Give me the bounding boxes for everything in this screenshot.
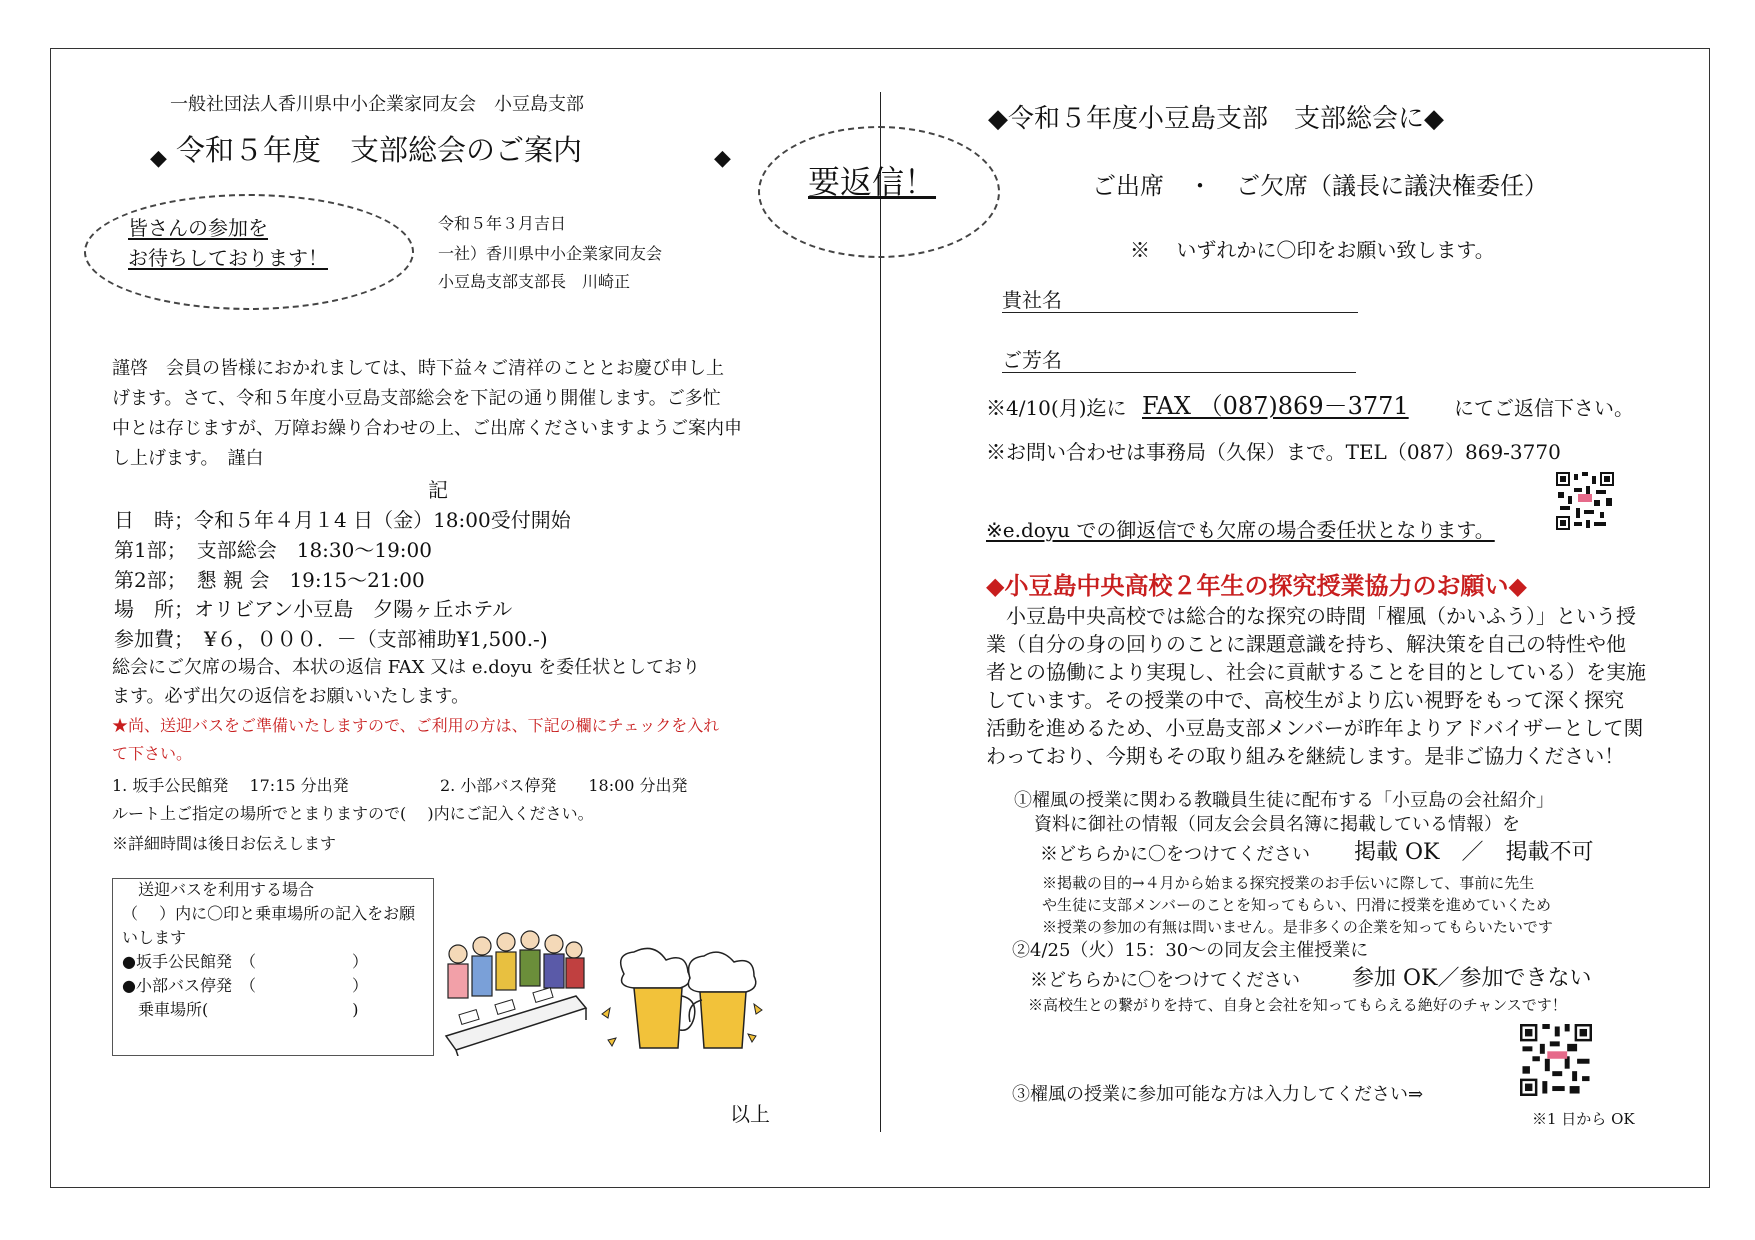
item2-line-1: ②4/25（火）15：30～の同友会主催授業に: [1012, 940, 1369, 961]
proxy-note-2: ます。必ず出欠の返信をお願いいたします。: [112, 686, 470, 707]
attendance-choice-note: ※ いずれかに〇印をお願い致します。: [1130, 238, 1495, 262]
bus-box-instruction-2: いします: [122, 928, 187, 947]
class-signup-qr-code-icon[interactable]: [1520, 1024, 1592, 1096]
body-line-1: 謹啓 会員の皆様におかれましては、時下益々ご清祥のこととお慶び申し上: [112, 358, 724, 379]
cooperation-body-5: 活動を進めるため、小豆島支部メンバーが昨年よりアドバイザーとして関: [986, 716, 1644, 740]
attendee-name-label: ご芳名: [1002, 348, 1062, 372]
edoyu-qr-code-icon[interactable]: [1556, 472, 1614, 530]
ki-heading: 記: [428, 478, 448, 502]
item1-note-2: や生徒に支部メンバーのことを知ってもらい、円滑に授業を進めていくため: [1042, 896, 1551, 914]
sender-organization: 一社）香川県中小企業家同友会: [438, 244, 663, 263]
fax-deadline-prefix: ※4/10(月)迄に: [986, 396, 1127, 420]
cooperation-body-2: 業（自分の身の回りのことに課題意識を持ち、解決策を自己の特性や他: [986, 632, 1626, 656]
item1-line-2: 資料に御社の情報（同友会会員名簿に掲載している情報）を: [1034, 814, 1520, 835]
reply-required-label: 要返信！: [808, 163, 937, 201]
item2-attendance-options[interactable]: 参加 OK／参加できない: [1352, 966, 1592, 991]
item1-listing-options[interactable]: 掲載 OK ／ 掲載不可: [1354, 840, 1594, 865]
beer-toast-illustration: [594, 944, 770, 1054]
bus-box-instruction-1: （ ）内に〇印と乗車場所の記入をお願: [122, 904, 416, 923]
attendee-name-field[interactable]: [1002, 372, 1356, 373]
item3-instruction: ③櫂風の授業に参加可能な方は入力してください⇒: [1012, 1084, 1424, 1105]
item1-note-1: ※掲載の目的→４月から始まる探究授業のお手伝いに際して、事前に先生: [1042, 874, 1535, 892]
bus-option-kobe[interactable]: ●小部バス停発 （ ）: [122, 976, 368, 995]
company-name-label: 貴社名: [1002, 288, 1062, 312]
detail-time-note: ※詳細時間は後日お伝えします: [112, 834, 337, 853]
company-name-field[interactable]: [1002, 312, 1358, 313]
bus-option-boarding[interactable]: 乗車場所( ): [122, 1000, 359, 1019]
reply-heading: ◆令和５年度小豆島支部 支部総会に◆: [988, 104, 1444, 134]
proxy-note-1: 総会にご欠席の場合、本状の返信 FAX 又は e.doyu を委任状としており: [112, 657, 701, 678]
body-line-2: げます。さて、令和５年度小豆島支部総会を下記の通り開催します。ご多忙: [112, 388, 721, 409]
issue-date: 令和５年３月吉日: [438, 214, 567, 233]
closing-ijou: 以上: [730, 1102, 770, 1126]
detail-part2: 第2部； 懇 親 会 19:15～21:00: [114, 568, 425, 592]
bus-option-sakate[interactable]: ●坂手公民館発 （ ）: [122, 952, 368, 971]
bus-stop-1: 1. 坂手公民館発 17:15 分出発: [112, 776, 349, 795]
body-line-4: し上げます。 謹白: [112, 448, 264, 469]
inquiry-contact: ※お問い合わせは事務局（久保）まで。TEL（087）869-3770: [986, 440, 1561, 464]
item2-choose-note: ※どちらかに〇をつけてください: [1030, 970, 1300, 991]
fax-number: FAX （087)869－3771: [1142, 392, 1409, 420]
fax-deadline-suffix: にてご返信下さい。: [1454, 396, 1634, 420]
item1-note-3: ※授業の参加の有無は問いません。是非多くの企業を知ってもらいたいです: [1042, 918, 1553, 936]
cooperation-request-heading: ◆小豆島中央高校２年生の探究授業協力のお願い◆: [986, 571, 1527, 600]
item3-note: ※1 日から OK: [1532, 1110, 1635, 1128]
detail-fee: 参加費； ¥６，０００．－（支部補助¥1,500.-): [114, 627, 548, 651]
bus-notice-2: て下さい。: [112, 744, 193, 763]
edoyu-note: ※e.doyu での御返信でも欠席の場合委任状となります。: [986, 518, 1495, 542]
cooperation-body-4: しています。その授業の中で、高校生がより広い視野をもって深く探究: [986, 688, 1624, 712]
cooperation-body-3: 者との協働により実現し、社会に貢献することを目的としている）を実施: [986, 660, 1646, 684]
detail-venue: 場 所；オリビアン小豆島 夕陽ヶ丘ホテル: [114, 597, 513, 621]
cooperation-body-1: 小豆島中央高校では総合的な探究の時間「櫂風（かいふう）」という授: [986, 604, 1636, 628]
sender-name: 小豆島支部支部長 川崎正: [438, 272, 631, 291]
item1-line-1: ①櫂風の授業に関わる教職員生徒に配布する「小豆島の会社紹介」: [1014, 790, 1554, 811]
detail-part1: 第1部； 支部総会 18:30～19:00: [114, 538, 432, 562]
meeting-illustration: [436, 924, 588, 1056]
organization-name: 一般社団法人香川県中小企業家同友会 小豆島支部: [170, 94, 584, 115]
bus-stop-2: 2. 小部バス停発 18:00 分出発: [440, 776, 688, 795]
title-diamond-left: ◆: [150, 146, 167, 171]
bubble-line-2: お待ちしております！: [128, 246, 328, 270]
route-note: ルート上ご指定の場所でとまりますので( )内にご記入ください。: [112, 804, 594, 823]
item2-note: ※高校生との繋がりを持て、自身と会社を知ってもらえる絶好のチャンスです！: [1028, 996, 1567, 1014]
cooperation-body-6: わっており、今期もその取り組みを継続します。是非ご協力ください！: [986, 744, 1625, 768]
body-line-3: 中とは存じますが、万障お繰り合わせの上、ご出席くださいますようご案内申: [112, 418, 742, 439]
item1-choose-note: ※どちらかに〇をつけてください: [1040, 844, 1310, 865]
bus-notice-1: ★尚、送迎バスをご準備いたしますので、ご利用の方は、下記の欄にチェックを入れ: [112, 716, 720, 735]
bus-box-title: 送迎バスを利用する場合: [138, 880, 315, 899]
detail-datetime: 日 時；令和５年４月１4 日（金）18:00受付開始: [114, 508, 571, 532]
page-title: 令和５年度 支部総会のご案内: [176, 133, 583, 167]
attendance-choice[interactable]: ご出席 ・ ご欠席（議長に議決権委任）: [1092, 172, 1548, 200]
bubble-line-1: 皆さんの参加を: [128, 216, 268, 240]
title-diamond-right: ◆: [714, 146, 731, 171]
